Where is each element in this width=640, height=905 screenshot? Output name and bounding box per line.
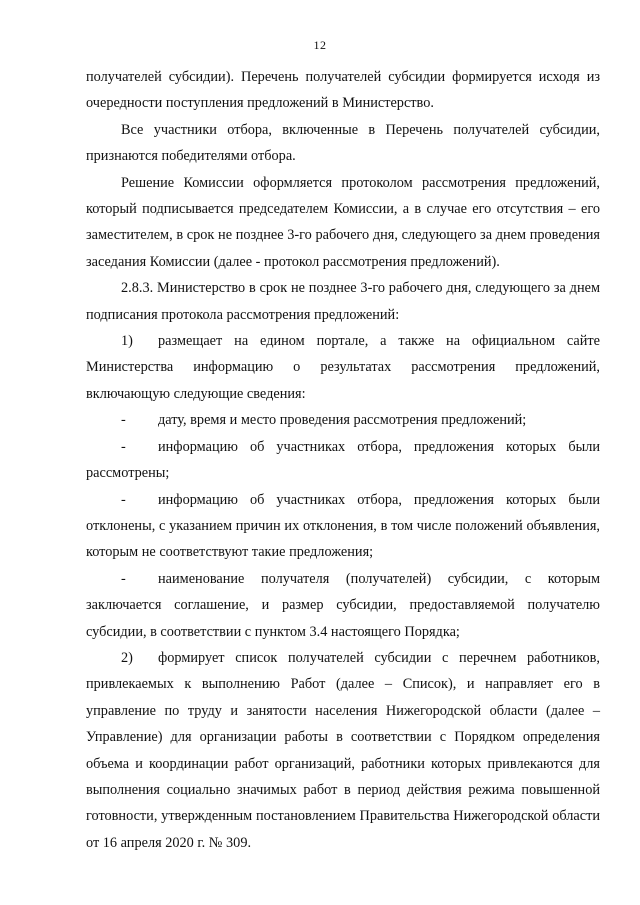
list-item-text: размещает на едином портале, а также на официальном сайте Министерства информацию о результатах рассмотрения предложений, включающую следующие сведения: [86, 333, 600, 402]
list-item-dash-rejected [86, 487, 600, 566]
page-number: 12 [313, 38, 327, 52]
list-item-dash-date [86, 407, 600, 433]
paragraph-continuation: получателей субсидии). Перечень получателей субсидии формируется исходя из очередности поступления предложений в Министерство. [86, 69, 600, 112]
list-item-text: информацию об участниках отбора, предложения которых были рассмотрены; [86, 438, 600, 482]
list-marker: 2) [121, 649, 133, 666]
list-marker: - [121, 438, 126, 455]
list-item-1 [86, 328, 600, 407]
paragraph-selection-winners: Все участники отбора, включенные в Перечень получателей субсидии, признаются победителями отбора. [86, 121, 600, 165]
list-item-text: информацию об участниках отбора, предложения которых были отклонены, с указанием причин их отклонения, в том числе положений объявления, которым не соответствуют такие предложения; [86, 491, 600, 561]
list-item-text: наименование получателя (получателей) субсидии, с которым заключается соглашение, и размер субсидии, предоставляемой получателю субсидии, в соответствии с пунктом 3.4 настоящего Порядка; [86, 570, 600, 640]
list-item-2 [86, 645, 600, 856]
list-item-text: формирует список получателей субсидии с перечнем работников, привлекаемых к выполнению Работ (далее – Список), и направляет его в управление по труду и занятости населения Нижегородской области (далее – Управление) для организации работы в соответствии с Порядком определения объема и координации работ организаций, работники которых привлекаются для выполнения социально значимых работ в период действия режима повышенной готовности, утвержденным постановлением Правительства Нижегородской области от 16 апреля 2020 г. № 309. [86, 649, 600, 851]
list-item-dash-reviewed [86, 434, 600, 487]
document-body [86, 64, 600, 856]
list-marker: - [121, 412, 126, 429]
list-item-dash-recipient [86, 566, 600, 645]
list-marker: - [121, 570, 126, 587]
list-marker: - [121, 491, 126, 508]
list-marker: 1) [121, 333, 133, 350]
paragraph-clause-2-8-3: 2.8.3. Министерство в срок не позднее 3-го рабочего дня, следующего за днем подписания протокола рассмотрения предложений: [86, 280, 600, 323]
paragraph-commission-decision: Решение Комиссии оформляется протоколом рассмотрения предложений, который подписывается председателем Комиссии, а в случае его отсутствия – его заместителем, в срок не позднее 3-го рабочего дня, следующего за днем проведения заседания Комиссии (далее - протокол рассмотрения предложений). [86, 174, 600, 270]
list-item-text: дату, время и место проведения рассмотрения предложений; [158, 412, 527, 429]
